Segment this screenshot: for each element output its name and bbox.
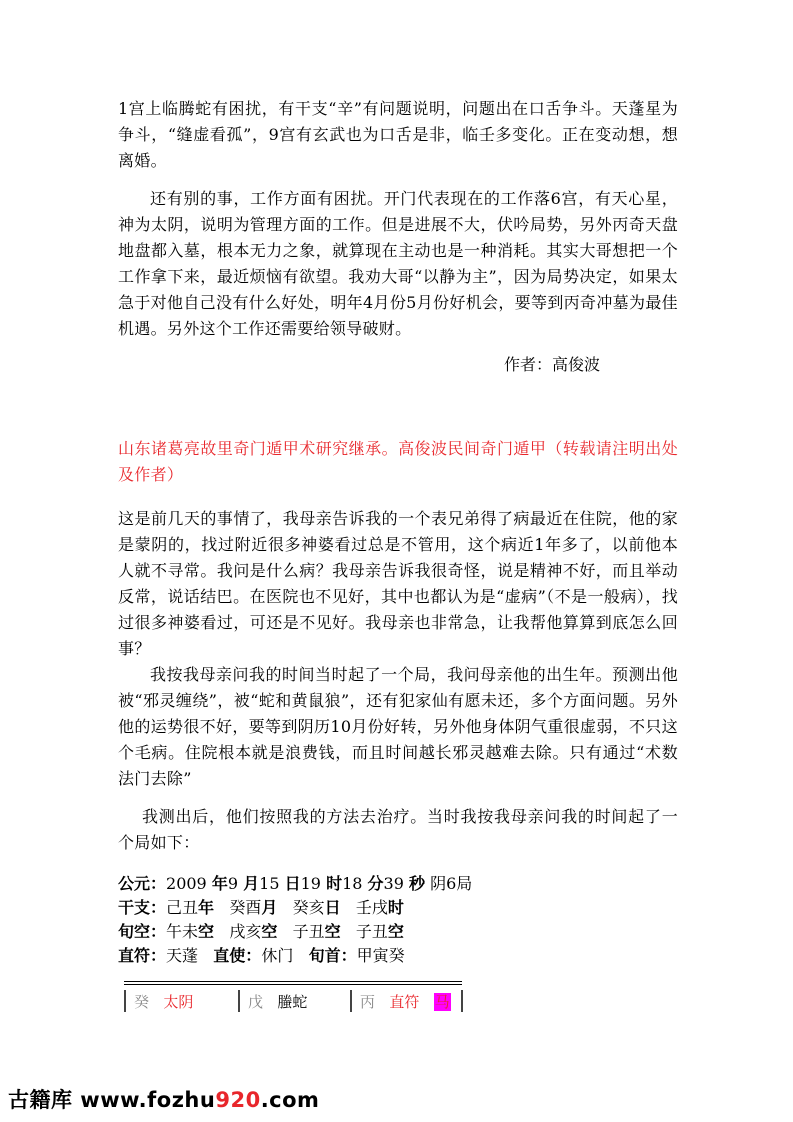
watermark-url-num: 920 <box>215 1088 261 1112</box>
month-value: 9 <box>227 874 239 893</box>
chart-divider <box>461 990 463 1012</box>
kong-mark: 空 <box>261 922 278 941</box>
xunkong-row <box>118 920 404 944</box>
kong-mark: 空 <box>324 922 341 941</box>
zhifu-label: 直符： <box>118 946 167 965</box>
year-value: 2009 <box>166 874 207 893</box>
xunkong-a: 午未 <box>166 922 199 941</box>
paragraph-story: 这是前几天的事情了，我母亲告诉我的一个表兄弟得了病最近在住院，他的家是蒙阴的，找过附近很多神婆看过总是不管用，这个病近1年多了，以前他本人就不寻常。我问是什么病？我母亲告诉我很奇怪，说是精神不好，而且举动反常，说话结巴。在医院也不见好，其中也都认为是“虚病”（不是一般病），找过很多神婆看过，可还是不见好。我母亲也非常急，让我帮他算算到底怎么回事？ <box>118 509 678 658</box>
ganzhi-hour: 壬戌 <box>355 898 388 917</box>
ganzhi-label: 干支： <box>118 898 167 917</box>
ganzhi-hour-unit: 时 <box>387 898 404 917</box>
zhishi-label: 直使： <box>213 946 262 965</box>
paragraph-prediction: 我按我母亲问我的时间当时起了一个局，我问母亲他的出生年。预测出他被“邪灵缠绕”，被“蛇和黄鼠狼”，还有犯家仙有愿未还，多个方面问题。另外他的运势很不好，要等到阴历10月份好转，另外他身体阴气重很虚弱，不只这个毛病。住院根本就是浪费钱，而且时间越长邪灵越难去除。只有通过“术数法门去除” <box>118 665 678 788</box>
chart-top-line <box>124 981 462 982</box>
chart-cell-2 <box>248 992 307 1012</box>
paragraph-work-analysis: 还有别的事，工作方面有困扰。开门代表现在的工作落6宫，有天心星，神为太阴，说明为管理方面的工作。但是进展不大，伏吟局势，另外丙奇天盘地盘都入墓，根本无力之象，就算现在主动也是一种消耗。其实大哥想把一个工作拿下来，最近烦恼有欲望。我劝大哥“以静为主”，因为局势决定，如果太急于对他自己没有什么好处，明年4月份5月份好机会，要等到丙奇冲墓为最佳机遇。另外这个工作还需要给领导破财。 <box>118 189 678 338</box>
chart-top-line-2 <box>124 984 462 985</box>
chart-divider <box>350 990 352 1012</box>
gongyuan-label: 公元： <box>118 874 167 893</box>
ganzhi-year-unit: 年 <box>198 898 215 917</box>
site-watermark <box>8 1084 319 1114</box>
minute-value: 18 <box>342 874 363 893</box>
paragraph-treatment: 我测出后，他们按照我的方法去治疗。当时我按我母亲问我的时间起了一个局如下： <box>118 807 678 852</box>
chart-cell-1 <box>134 992 193 1012</box>
xunkong-d: 子丑 <box>355 922 388 941</box>
watermark-url-pre: www.fozhu <box>72 1088 216 1112</box>
chart-divider <box>124 990 126 1012</box>
xunkong-c: 子丑 <box>292 922 325 941</box>
month-unit: 月 <box>243 874 260 893</box>
red-header: 山东诸葛亮故里奇门遁甲术研究继承。高俊波民间奇门遁甲（转载请注明出处及作者） <box>118 439 678 484</box>
chart-divider <box>238 990 240 1012</box>
cell3-god: 直符 <box>389 993 420 1011</box>
watermark-brand: 古籍库 <box>8 1088 73 1112</box>
hour-value: 19 <box>300 874 321 893</box>
xunshou-label: 旬首： <box>308 946 357 965</box>
day-unit: 日 <box>284 874 301 893</box>
day-value: 15 <box>259 874 280 893</box>
second-value: 39 <box>383 874 404 893</box>
year-unit: 年 <box>211 874 228 893</box>
ganzhi-row <box>118 896 404 920</box>
zhifu-value: 天蓬 <box>166 946 199 965</box>
cell3-horse-mark: 马 <box>434 993 450 1011</box>
kong-mark: 空 <box>387 922 404 941</box>
cell1-stem: 癸 <box>134 993 150 1011</box>
chart-cell-3 <box>360 992 451 1012</box>
ganzhi-day: 癸亥 <box>292 898 325 917</box>
kong-mark: 空 <box>198 922 215 941</box>
ganzhi-month: 癸酉 <box>229 898 262 917</box>
ganzhi-year: 己丑 <box>166 898 199 917</box>
paragraph-palace-analysis: 1宫上临腾蛇有困扰，有干支“辛”有问题说明，问题出在口舌争斗。天蓬星为争斗，“缝虚看孤”，9宫有玄武也为口舌是非，临壬多变化。正在变动想，想离婚。 <box>118 99 678 170</box>
zhifu-row <box>118 944 405 968</box>
gongyuan-row <box>118 872 472 896</box>
cell2-stem: 戊 <box>248 993 264 1011</box>
zhishi-value: 休门 <box>261 946 294 965</box>
xunshou-value: 甲寅癸 <box>356 946 405 965</box>
xunkong-b: 戌亥 <box>229 922 262 941</box>
second-unit: 秒 <box>409 874 426 893</box>
watermark-url-post: .com <box>260 1088 320 1112</box>
minute-unit: 分 <box>367 874 384 893</box>
xunkong-label: 旬空： <box>118 922 167 941</box>
author-line: 作者：高俊波 <box>504 355 601 374</box>
ju-value: 阴6局 <box>430 874 473 893</box>
ganzhi-day-unit: 日 <box>324 898 341 917</box>
cell1-god: 太阴 <box>163 993 194 1011</box>
ganzhi-month-unit: 月 <box>261 898 278 917</box>
hour-unit: 时 <box>326 874 343 893</box>
cell2-god: 螣蛇 <box>277 993 308 1011</box>
cell3-stem: 丙 <box>360 993 376 1011</box>
